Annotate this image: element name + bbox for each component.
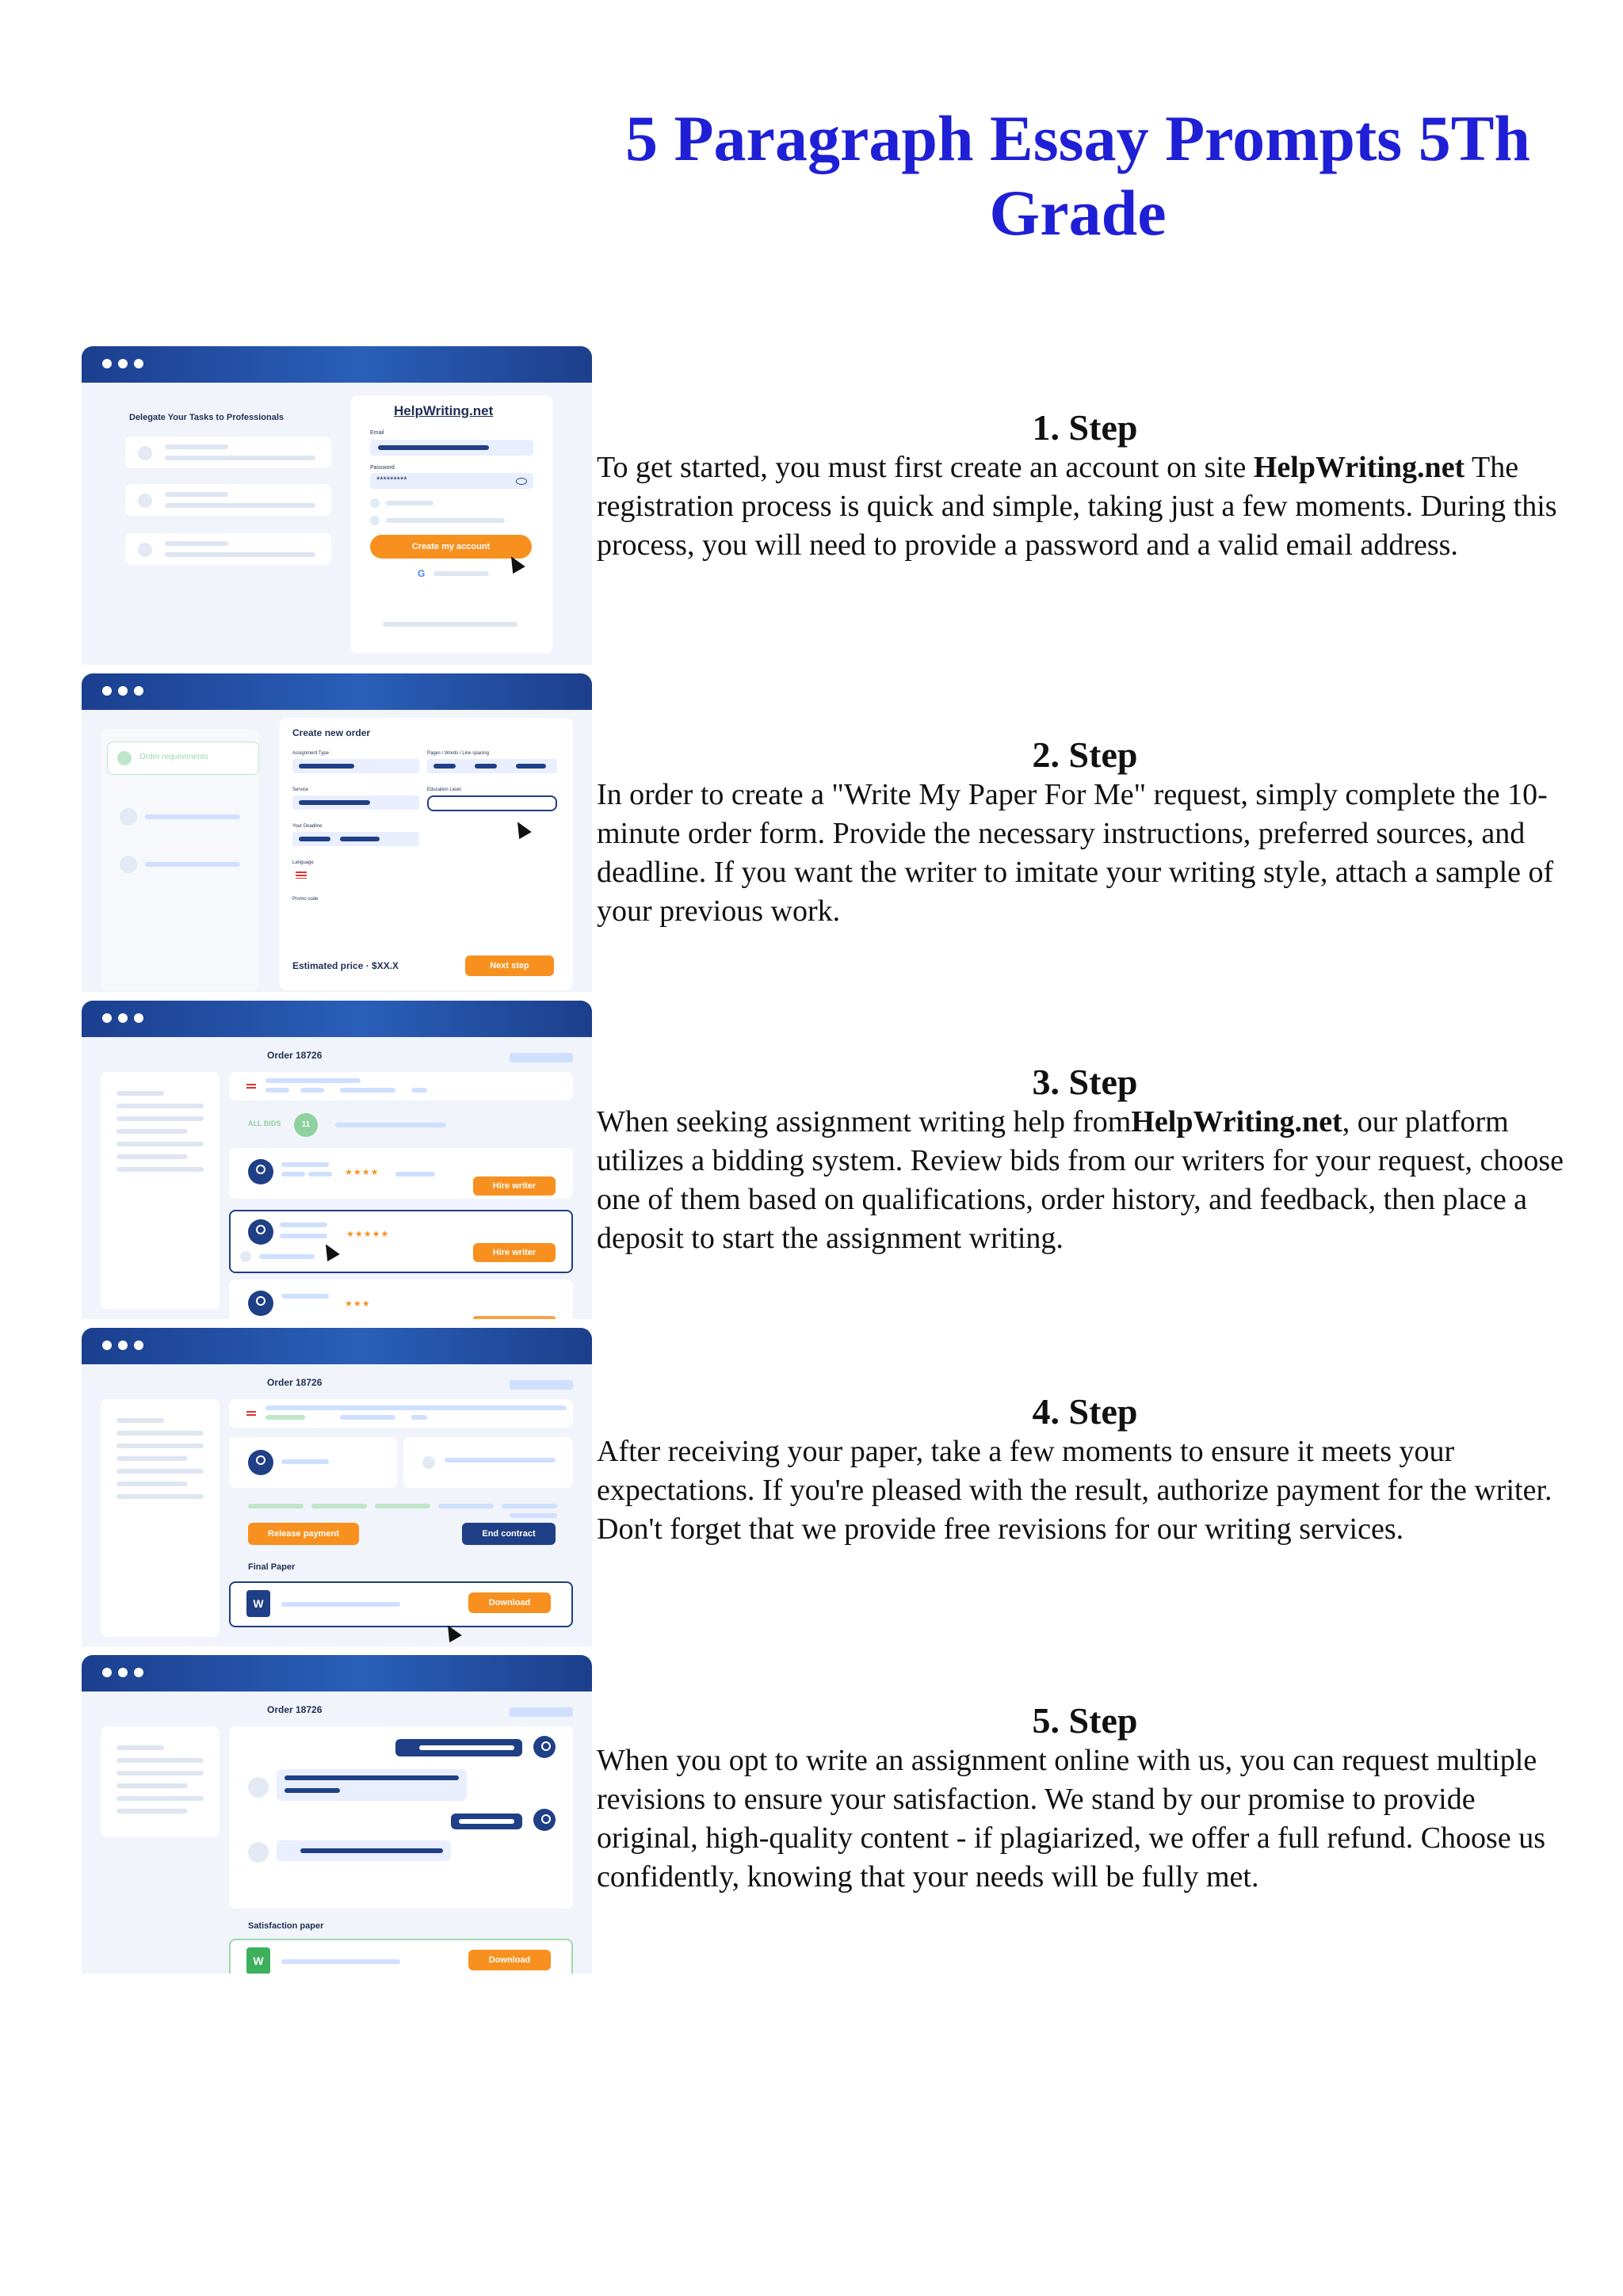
order-title: Order 18726 <box>267 1377 323 1388</box>
order-sidebar <box>101 1399 220 1637</box>
browser-bar <box>82 1328 592 1364</box>
download-button[interactable]: Download <box>468 1592 551 1613</box>
hire-writer-button[interactable]: Hire writer <box>473 1177 556 1196</box>
window-dot-icon <box>118 1013 128 1023</box>
bid-card <box>229 1148 573 1199</box>
password-label: Password <box>370 465 395 471</box>
order-sidebar <box>101 1726 220 1837</box>
order-steps-sidebar <box>101 729 259 990</box>
flag-icon[interactable] <box>296 871 307 879</box>
rating-stars-icon: ★★★★★ <box>346 1229 390 1239</box>
signup-form <box>351 395 552 654</box>
step-heading: 4. Step <box>1032 1391 1138 1432</box>
checkbox-icon[interactable] <box>370 498 380 508</box>
order-form-screenshot <box>82 673 592 992</box>
create-account-button[interactable]: Create my account <box>370 535 532 559</box>
step-text: To get started, you must first create an account on site HelpWriting.net The registration process is quick and simple, taking just a few moments. During this process, you will need to provide a password and a valid email address. <box>597 451 1557 562</box>
window-dot-icon <box>134 1668 143 1677</box>
step-4 <box>597 1391 1573 1549</box>
writer-avatar <box>248 1159 273 1184</box>
download-button[interactable]: Download <box>468 1950 551 1970</box>
order-title: Order 18726 <box>267 1050 323 1061</box>
next-step-button[interactable]: Next step <box>465 955 554 976</box>
order-summary <box>229 1072 573 1100</box>
window-dot-icon <box>102 359 112 368</box>
step-heading: 3. Step <box>1032 1062 1138 1102</box>
bid-card <box>229 1280 573 1319</box>
window-dot-icon <box>118 1668 128 1677</box>
eye-icon[interactable] <box>516 478 527 485</box>
checkbox-icon[interactable] <box>370 516 380 525</box>
end-contract-button[interactable]: End contract <box>462 1523 556 1545</box>
window-dot-icon <box>102 1668 112 1677</box>
estimated-price: Estimated price · $XX.X <box>292 960 399 971</box>
deadline-field[interactable] <box>292 832 419 846</box>
window-dot-icon <box>134 1341 143 1350</box>
writer-avatar <box>248 1450 273 1475</box>
step-text: When seeking assignment writing help fromHelpWriting.net, our platform utilizes a bidding system. Review bids from our writers for your request, choose one of them based on qualifications, order history, and feedback, then place a deposit to start the assignment writing. <box>597 1105 1564 1255</box>
chat-panel <box>229 1726 573 1909</box>
sidebar-item-order-requirements[interactable]: Order requirements <box>107 742 259 775</box>
browser-bar <box>82 1655 592 1691</box>
word-document-icon: W <box>246 1590 270 1617</box>
message-bubble <box>451 1814 522 1829</box>
order-summary <box>229 1399 573 1428</box>
word-document-icon: W <box>246 1947 270 1974</box>
selected-bid-card[interactable] <box>229 1210 573 1273</box>
feature-card <box>125 437 331 468</box>
release-payment-button[interactable]: Release payment <box>248 1523 359 1545</box>
message-bubble <box>277 1769 467 1801</box>
revisions-screenshot <box>82 1655 592 1974</box>
window-dot-icon <box>102 1341 112 1350</box>
step-1 <box>597 407 1573 565</box>
window-dot-icon <box>118 1341 128 1350</box>
bids-count-badge: 11 <box>294 1113 318 1137</box>
education-level-select[interactable] <box>427 795 557 811</box>
page-title: 5 Paragraph Essay Prompts 5Th Grade <box>624 102 1531 249</box>
window-dot-icon <box>134 1013 143 1023</box>
payment-screenshot <box>82 1328 592 1646</box>
writer-card <box>229 1437 397 1488</box>
order-form: Create new order Assignment Type Pages / Words / Line spacing Service Education Level Your Deadline Language Promo code Estimated price · $XX.X Next step <box>280 718 573 990</box>
window-dot-icon <box>134 359 143 368</box>
step-heading: 1. Step <box>1032 407 1138 448</box>
rating-stars-icon: ★★★★ <box>345 1167 380 1177</box>
password-field[interactable]: ********* <box>370 473 533 489</box>
step-2 <box>597 734 1573 931</box>
step-text: When you opt to write an assignment online with us, you can request multiple revisions to ensure your satisfaction. We stand by our promise to provide original, high-quality content - if plagiarized, we offer a full refund. Choose us confidently, knowing that your needs will be fully met. <box>597 1744 1545 1894</box>
flag-icon <box>246 1084 256 1090</box>
google-icon[interactable]: G <box>418 568 426 579</box>
browser-bar <box>82 673 592 710</box>
service-select[interactable] <box>292 795 419 810</box>
assignment-type-select[interactable] <box>292 759 419 773</box>
browser-bar <box>82 346 592 383</box>
window-dot-icon <box>102 1013 112 1023</box>
order-title: Order 18726 <box>267 1704 323 1715</box>
step-text: In order to create a "Write My Paper For Me" request, simply complete the 10-minute order form. Provide the necessary instructions, preferred sources, and deadline. If you want the writer to imitate your writing style, attach a sample of your previous work. <box>597 778 1554 928</box>
signup-screenshot <box>82 346 592 665</box>
window-dot-icon <box>102 686 112 696</box>
all-bids-label: ALL BIDS <box>248 1119 281 1127</box>
brand-name: HelpWriting.net <box>1253 451 1465 484</box>
email-field[interactable] <box>370 440 533 456</box>
satisfaction-paper-file[interactable] <box>229 1939 573 1974</box>
message-bubble <box>395 1739 522 1756</box>
brand-logo: HelpWriting.net <box>394 403 494 418</box>
step-3 <box>597 1062 1573 1258</box>
final-paper-file[interactable] <box>229 1581 573 1627</box>
writer-avatar <box>248 1219 273 1245</box>
user-avatar <box>533 1736 556 1758</box>
signup-heading: Delegate Your Tasks to Professionals <box>129 413 285 422</box>
step-heading: 2. Step <box>1032 734 1138 775</box>
order-form-heading: Create new order <box>292 727 371 738</box>
window-dot-icon <box>118 686 128 696</box>
status-card <box>403 1437 573 1488</box>
step-5 <box>597 1700 1573 1897</box>
order-sidebar <box>101 1072 220 1310</box>
bids-screenshot <box>82 1001 592 1319</box>
satisfaction-paper-label: Satisfaction paper <box>248 1921 324 1931</box>
feature-card <box>125 484 331 516</box>
final-paper-label: Final Paper <box>248 1562 296 1572</box>
hire-writer-button[interactable]: Hire writer <box>473 1243 556 1262</box>
brand-name: HelpWriting.net <box>1131 1105 1342 1138</box>
step-heading: 5. Step <box>1032 1700 1138 1741</box>
email-label: Email <box>370 430 384 436</box>
message-bubble <box>277 1840 451 1861</box>
writer-avatar <box>248 1291 273 1316</box>
browser-bar <box>82 1001 592 1037</box>
feature-card <box>125 533 331 565</box>
flag-icon <box>246 1411 256 1417</box>
user-avatar <box>533 1809 556 1831</box>
window-dot-icon <box>134 686 143 696</box>
rating-stars-icon: ★★★ <box>345 1299 371 1309</box>
window-dot-icon <box>118 359 128 368</box>
pages-stepper[interactable] <box>427 759 557 773</box>
step-text: After receiving your paper, take a few moments to ensure it meets your expectations. If you're pleased with the result, authorize payment for the writer. Don't forget that we provide free revisions for our writing services. <box>597 1435 1552 1546</box>
